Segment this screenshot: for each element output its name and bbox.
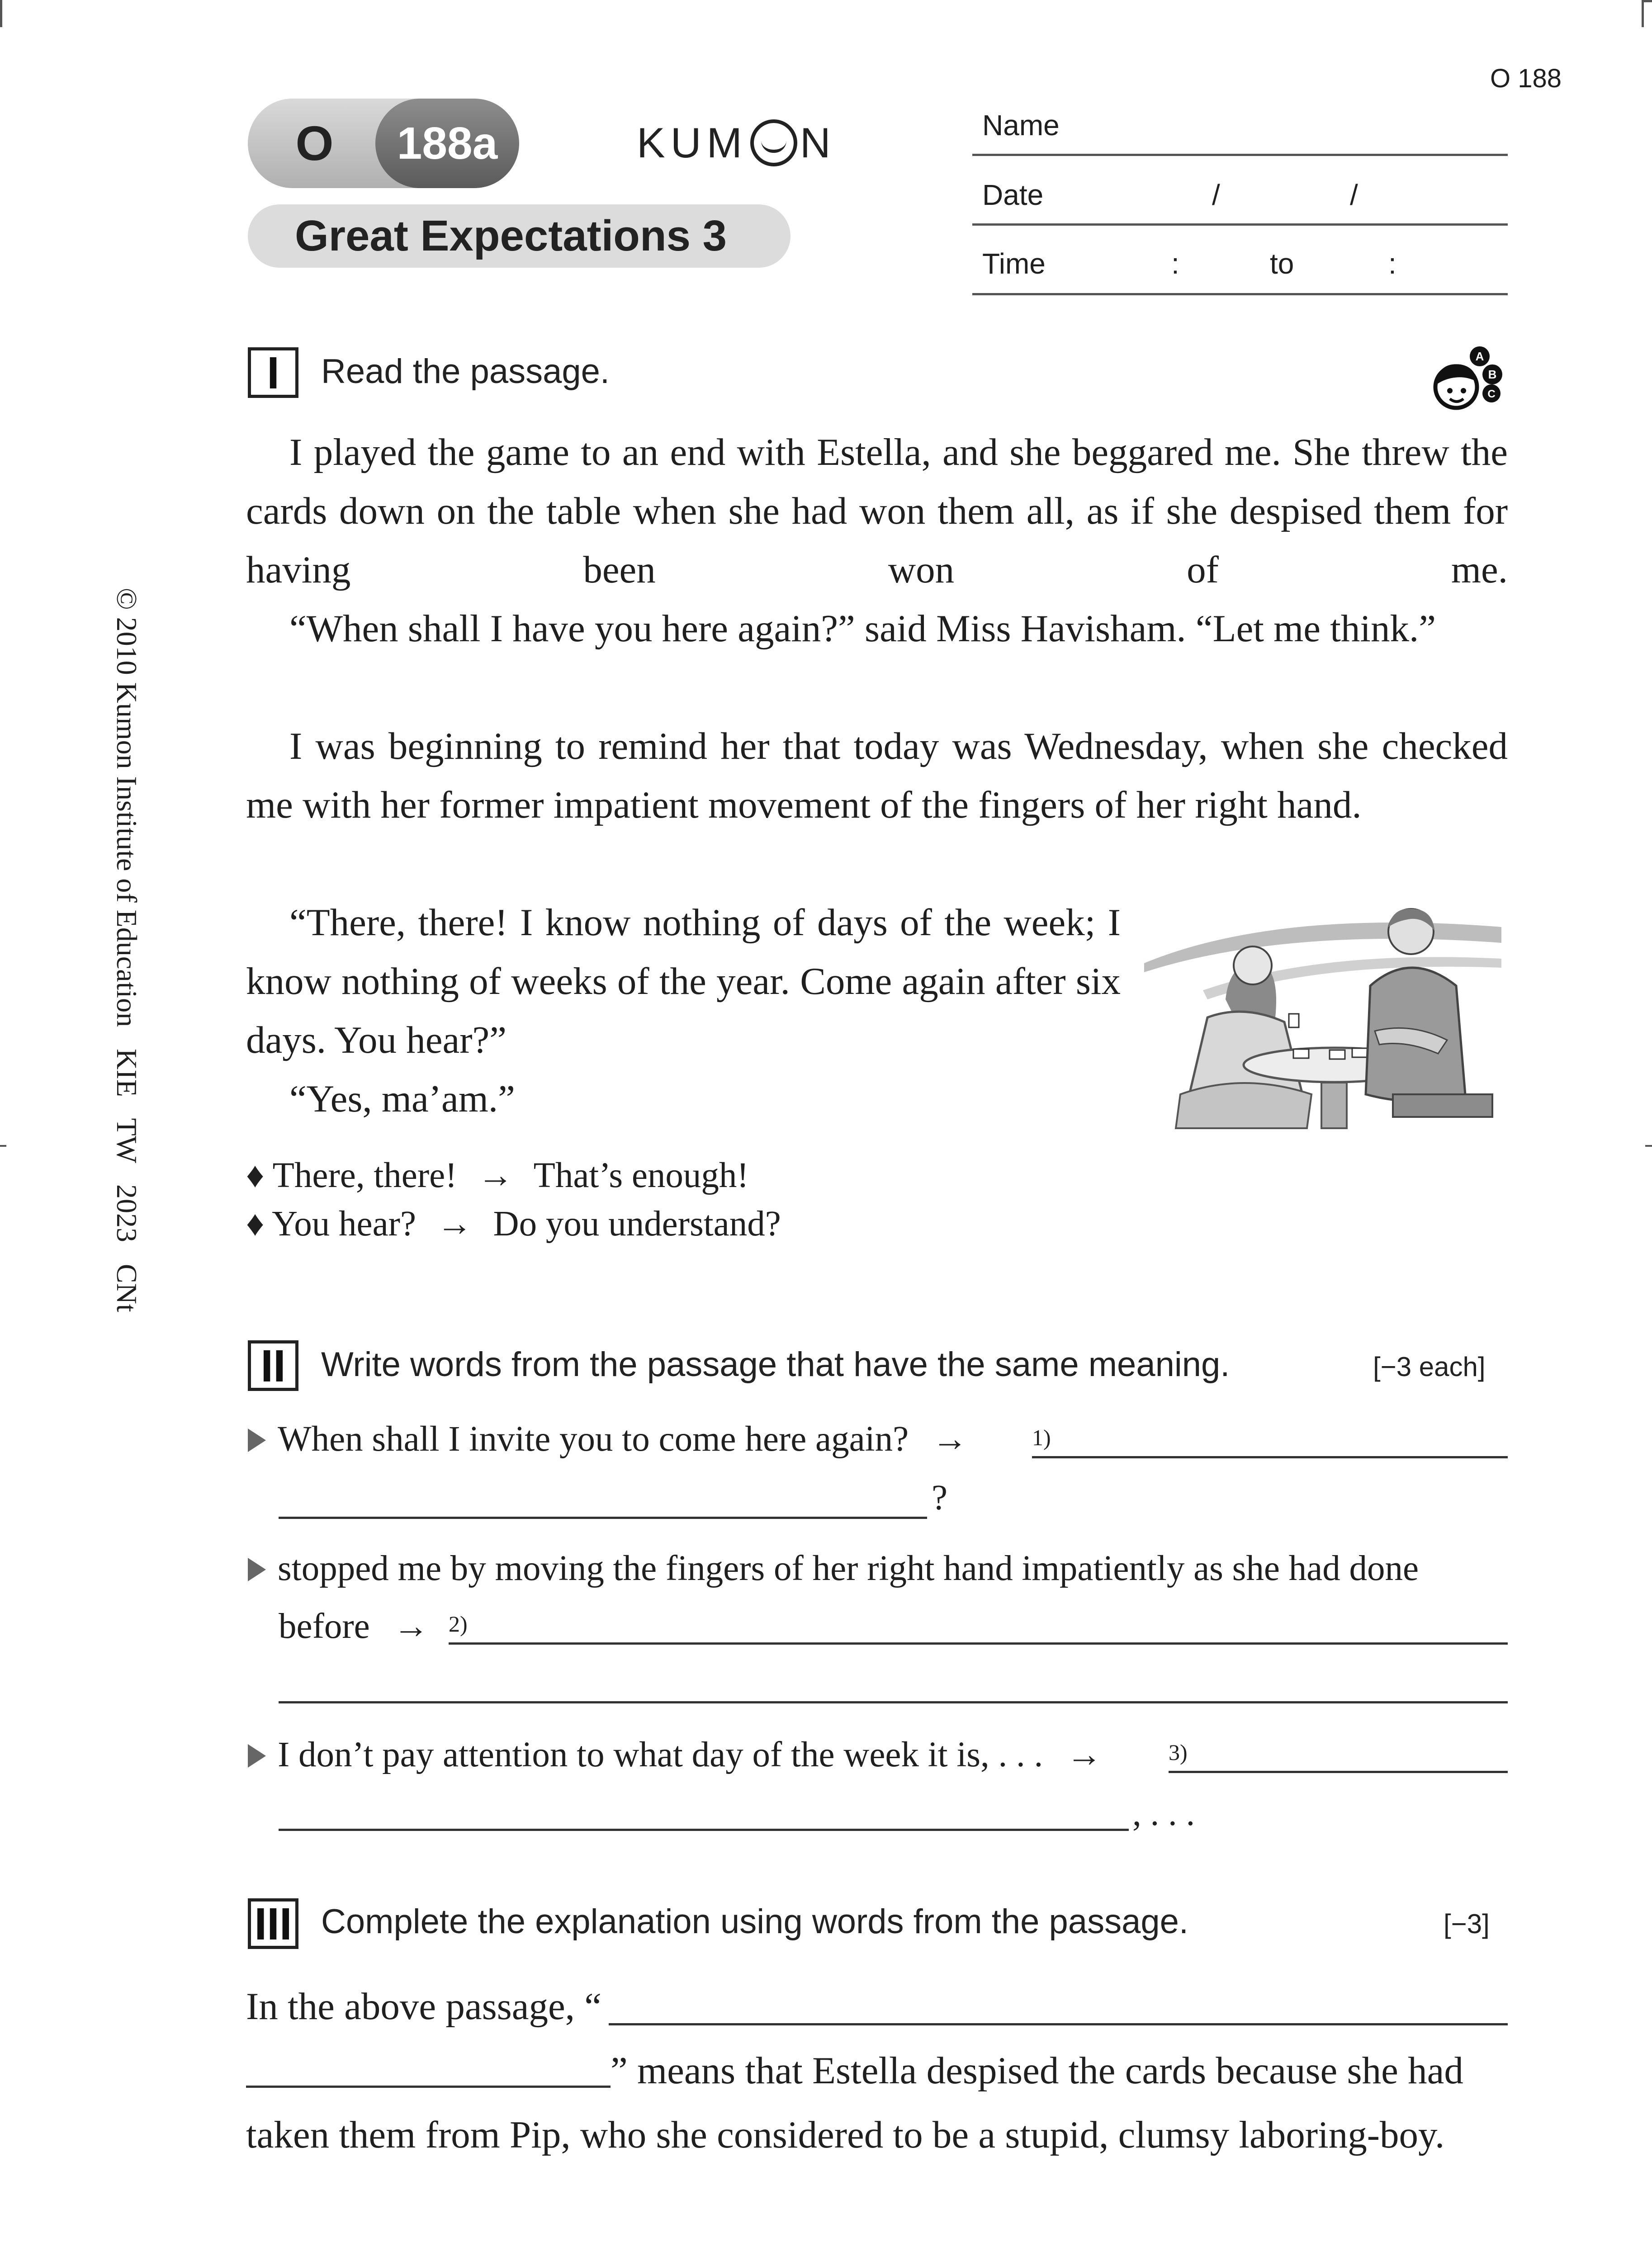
estella-and-pip-illustration — [1140, 882, 1510, 1130]
explanation-text-1: ” means that Estella despised the cards because she had — [611, 2049, 1463, 2092]
arrow-icon: → — [393, 1607, 429, 1646]
crop-mark — [0, 0, 2, 27]
question-2-prompt-cont — [279, 1606, 429, 1647]
answer-3-number: 3) — [1169, 1740, 1188, 1765]
passage-paragraph-5: “Yes, ma’am.” — [289, 1078, 515, 1120]
question-1-text: When shall I invite you to come here again? — [278, 1419, 909, 1459]
crop-mark — [1642, 0, 1652, 2]
kumon-logo — [637, 118, 836, 167]
note-2 — [246, 1204, 781, 1244]
question-3-prompt — [248, 1735, 1102, 1775]
arrow-icon: → — [436, 1204, 473, 1244]
level-number: 188a — [375, 99, 519, 188]
level-letter: O — [295, 116, 334, 170]
arrow-icon: → — [478, 1156, 514, 1195]
date-label: Date — [982, 179, 1044, 211]
section-1-numeral: I — [248, 347, 298, 398]
date-field[interactable] — [972, 223, 1508, 226]
passage-paragraph-3: I was beginning to remind her that today was Wednesday, when she checked me with her former impatient movement of the fingers of her right hand. — [246, 725, 1508, 826]
svg-text:B: B — [1488, 368, 1497, 381]
copyright-text: © 2010 Kumon Institute of Education KIE TW 2023 CNt — [111, 588, 143, 1312]
copyright-strip — [95, 588, 154, 1384]
section-2-points: [−3 each] — [1373, 1352, 1486, 1382]
arrow-icon: → — [932, 1419, 968, 1459]
time-to-label: to — [1270, 247, 1294, 280]
passage-paragraph-4: “There, there! I know nothing of days of the week; I know nothing of weeks of the year. Come again after six days. You hear?” — [246, 901, 1121, 1061]
arrow-icon: → — [1066, 1735, 1103, 1774]
section-3-points: [−3] — [1444, 1909, 1490, 1939]
time-label: Time — [982, 247, 1046, 280]
section-3-instruction: Complete the explanation using words from the passage. — [321, 1902, 1188, 1941]
question-2-text: stopped me by moving the fingers of her right hand impatiently as she had done — [278, 1549, 1419, 1588]
explanation-text-2: taken them from Pip, who she considered to be a stupid, clumsy laboring-boy. — [246, 2114, 1445, 2156]
note-1 — [246, 1155, 749, 1196]
triangle-bullet-icon — [248, 1428, 266, 1452]
section-2-numeral: II — [248, 1340, 298, 1391]
answer-2-number: 2) — [449, 1611, 468, 1637]
question-2-prompt — [248, 1548, 1419, 1589]
logo-text-pre: KUM — [637, 119, 748, 166]
worksheet-title: Great Expectations 3 — [248, 204, 790, 268]
svg-text:C: C — [1487, 388, 1496, 400]
page-code: O 188 — [1490, 64, 1562, 93]
note-meaning: Do you understand? — [493, 1204, 781, 1244]
crop-mark — [0, 1145, 6, 1147]
note-phrase: You hear? — [272, 1204, 417, 1244]
date-separator: / — [1212, 179, 1220, 211]
passage-paragraph-1: I played the game to an end with Estella, and she beggared me. She threw the cards down on the table when she had won them all, as if she despised them for having been won of me. — [246, 431, 1508, 591]
time-field[interactable] — [972, 293, 1508, 295]
diamond-bullet-icon: ♦ — [246, 1156, 265, 1195]
question-2-text-cont: before — [279, 1607, 370, 1646]
answer-3-line-b[interactable] — [279, 1829, 1129, 1831]
section-3-numeral: III — [248, 1898, 298, 1949]
answer-3-line-a[interactable] — [1169, 1771, 1508, 1773]
section-1-instruction: Read the passage. — [321, 352, 610, 391]
explanation-line-a[interactable] — [609, 2023, 1508, 2025]
answer-1-ending: ? — [932, 1478, 948, 1518]
note-phrase: There, there! — [272, 1156, 457, 1195]
answer-2-line-a[interactable] — [449, 1642, 1508, 1645]
explanation-lead: In the above passage, “ — [246, 1985, 601, 2028]
passage-paragraph-2: “When shall I have you here again?” said Miss Havisham. “Let me think.” — [289, 607, 1436, 650]
crop-mark — [1645, 1145, 1652, 1147]
level-badge — [248, 99, 519, 188]
section-2-instruction: Write words from the passage that have the same meaning. — [321, 1345, 1230, 1384]
explanation-line-b[interactable] — [246, 2086, 611, 2088]
answer-1-line-a[interactable] — [1032, 1456, 1508, 1458]
svg-text:A: A — [1475, 350, 1484, 363]
answer-3-ending: , . . . — [1132, 1794, 1195, 1833]
question-1-prompt — [248, 1419, 968, 1460]
triangle-bullet-icon — [248, 1744, 266, 1768]
answer-1-number: 1) — [1032, 1425, 1051, 1450]
name-label: Name — [982, 109, 1060, 142]
time-separator: : — [1171, 247, 1179, 280]
crop-mark — [1642, 0, 1644, 27]
logo-text-post: N — [800, 119, 836, 166]
date-separator: / — [1350, 179, 1358, 211]
answer-2-line-b[interactable] — [279, 1701, 1508, 1703]
diamond-bullet-icon: ♦ — [246, 1204, 265, 1244]
note-meaning: That’s enough! — [533, 1156, 749, 1195]
answer-1-line-b[interactable] — [279, 1517, 927, 1519]
time-separator: : — [1388, 247, 1396, 280]
question-3-text: I don’t pay attention to what day of the week it is, . . . — [278, 1735, 1043, 1774]
abc-reading-icon — [1425, 344, 1510, 412]
name-field[interactable] — [972, 154, 1508, 156]
triangle-bullet-icon — [248, 1558, 266, 1581]
logo-smile-icon — [750, 119, 797, 166]
